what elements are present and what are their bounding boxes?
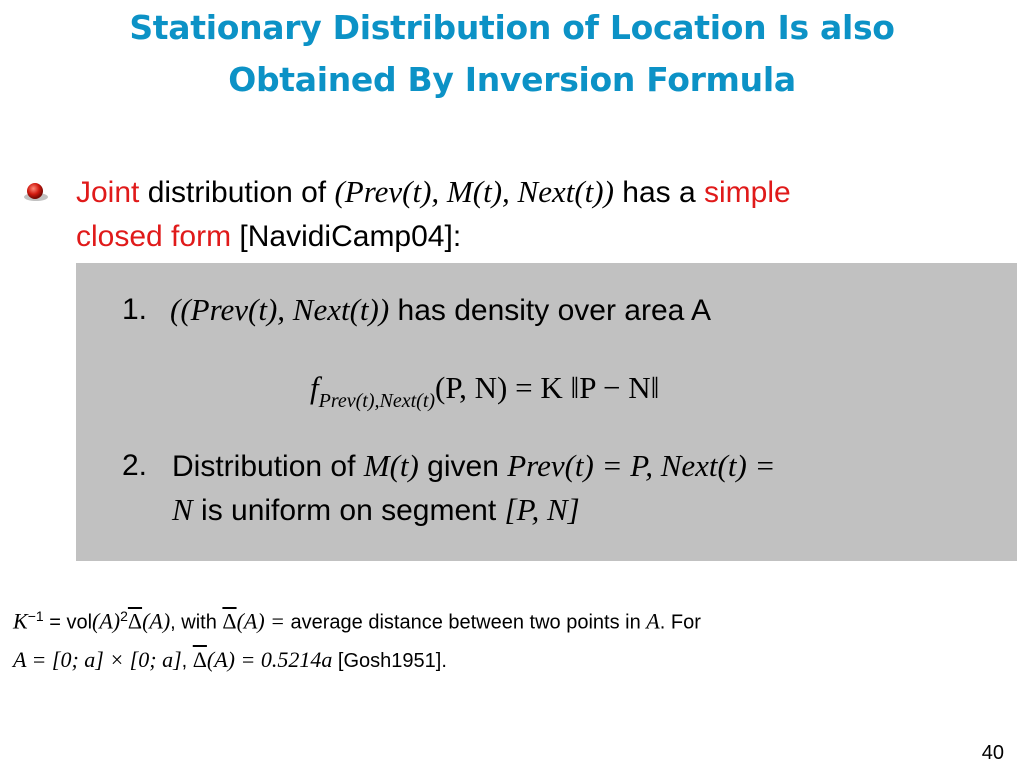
fn-sq: 2 (120, 608, 128, 624)
formula-subscript: Prev(t),Next(t) (318, 390, 436, 412)
item2-math-b: Prev(t) = P, Next(t) = (507, 448, 776, 483)
formula-rest: (P, N) = K ‖P − N‖ (435, 370, 660, 405)
fn-k-exp: −1 (27, 608, 44, 624)
footnote-line-2 (13, 646, 447, 675)
item1-line (170, 290, 711, 331)
footnote-line-1 (13, 602, 701, 637)
tuple-math: (Prev(t), M(t), Next(t)) (334, 174, 614, 209)
bullet-icon (22, 182, 50, 202)
item2-line1 (172, 446, 775, 487)
item2-line2 (172, 490, 580, 531)
item2-number: 2. (122, 449, 148, 482)
fn-for: . For (659, 611, 701, 634)
slide-title (0, 2, 1024, 106)
fn-a2: A (646, 608, 660, 634)
fn-a: (A) (92, 608, 121, 634)
fn-delta2-arg: (A) = (236, 608, 291, 634)
fn2-delta-arg: (A) = 0.5214a (206, 647, 333, 672)
fn-delta-arg: (A) (142, 608, 171, 634)
item1-number: 1. (122, 293, 148, 326)
item1-math: ((Prev(t), Next(t)) (170, 292, 390, 327)
title-line-1: Stationary Distribution of Location Is also (129, 8, 895, 47)
fn-k: K (13, 608, 28, 634)
fn2-delta: $\overline{\Delta}$ (192, 647, 207, 672)
item2-text-b: given (418, 450, 508, 483)
simple-word: simple (703, 176, 791, 209)
formula-f: f (310, 370, 319, 405)
item2-math-a: M(t) (363, 448, 419, 483)
density-formula (310, 368, 659, 421)
fn2-cite: [Gosh1951]. (332, 650, 447, 672)
fn2-a: A = [0; a] × [0; a] (13, 647, 182, 672)
fn2-comma: , (181, 650, 193, 672)
item2-math-d: [P, N] (504, 492, 580, 527)
closed-form-text: closed form (76, 220, 232, 253)
citation-text: [NavidiCamp04]: (231, 220, 462, 253)
fn-eq-vol: = vol (43, 611, 93, 634)
fn-delta: $\overline{\Delta}$ (127, 608, 143, 634)
item2-text-a: Distribution of (172, 450, 364, 483)
bullet-text (76, 170, 1006, 259)
item2-math-c: N (172, 492, 193, 527)
item2-text-c: is uniform on segment (192, 494, 505, 527)
title-line-2: Obtained By Inversion Formula (228, 60, 796, 99)
page-number: 40 (981, 742, 1004, 764)
item1-text: has density over area A (389, 294, 712, 327)
joint-word: Joint (76, 176, 140, 209)
has-a-text: has a (613, 176, 704, 209)
fn-text: average distance between two points in (290, 611, 647, 634)
fn-delta2: $\overline{\Delta}$ (222, 608, 237, 634)
fn-with: , with (170, 611, 223, 634)
distribution-of-text: distribution of (139, 176, 335, 209)
